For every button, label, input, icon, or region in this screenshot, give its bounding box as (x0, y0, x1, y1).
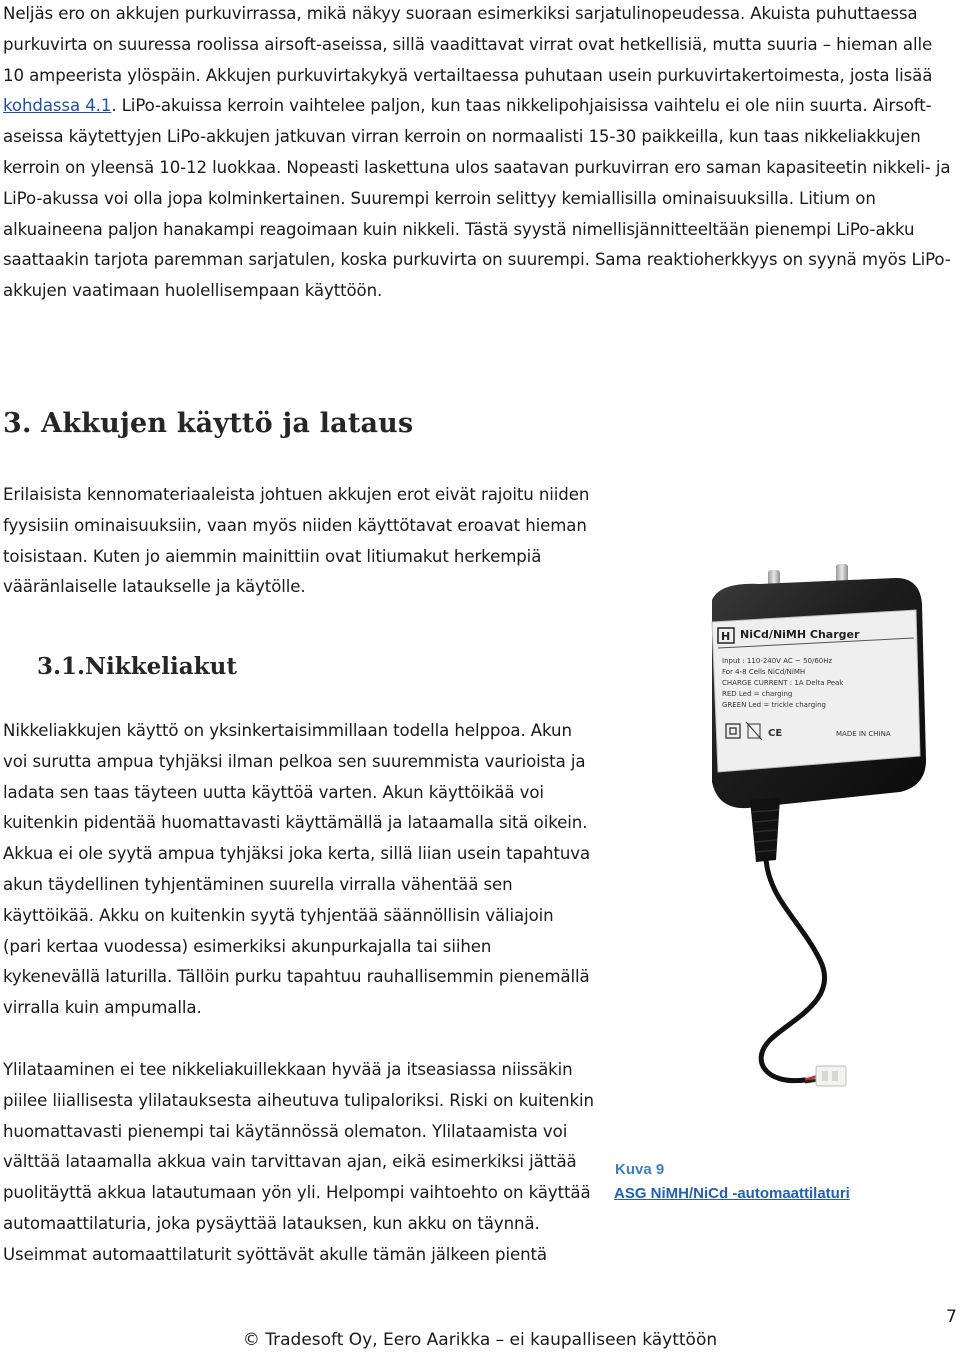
made-in-text: MADE IN CHINA (836, 730, 891, 738)
copyright-footer: © Tradesoft Oy, Eero Aarikka – ei kaupalliseen käyttöön (242, 1330, 718, 1350)
section-3-1-heading: 3.1.Nikkeliakut (37, 653, 237, 680)
charger-photo (600, 560, 940, 1115)
intro-paragraph (3, 0, 953, 307)
spec-line-1: Input : 110-240V AC ~ 50/60Hz (722, 657, 833, 665)
section-4-1-link[interactable]: kohdassa 4.1 (3, 96, 112, 116)
h-logo: H (721, 630, 731, 643)
nickel-usage-paragraph: Nikkeliakkujen käyttö on yksinkertaisimmillaan todella helppoa. Akun voi surutta ampua tyhjäksi ilman pelkoa sen suuremmista vaurioista ja ladata sen taas täyteen uutta käyttöä varten. Akun käyttöikää voi kuitenkin pidentää huomattavasti käyttämällä ja lataamalla sitä oikein. Akkua ei ole syytä ampua tyhjäksi joka kerta, sillä liian usein tapahtuva akun täydellinen tyhjentäminen suurella virralla vähentää sen käyttöikää. Akku on kuitenkin syytä tyhjentää säännöllisin väliajoin (pari kertaa vuodessa) esimerkiksi akunpurkajalla tai siihen kykenevällä laturilla. Tällöin purku tapahtuu rauhallisemmin pienemällä virralla kuin ampumalla. (3, 721, 591, 1018)
spec-line-4: RED Led = charging (722, 690, 793, 698)
spec-line-5: GREEN Led = trickle charging (722, 701, 826, 709)
intro-text-2: . LiPo-akuissa kerroin vaihtelee paljon, kun taas nikkelipohjaisissa vaihtelu ei ole niin suurta. Airsoft-aseissa käytettyjen LiPo-akkujen jatkuvan virran kerroin on normaalisti 15-30 paikkeilla, kun taas nikkeliakkujen kerroin on yleensä 10-12 luokkaa. Nopeasti laskettuna ulos saatavan purkuvirran ero saman kapasiteetin nikkeli- ja LiPo-akussa voi olla jopa kolminkertainen. Suurempi kerroin selittyy kemiallisilla ominaisuuksilla. Litium on alkuaineena paljon hanakampi reagoimaan kuin nikkeli. Tästä syystä nimellisjännitteeltään pienempi LiPo-akku saattaakin tarjota paremman sarjatulen, koska purkuvirta on suurempi. Sama reaktioherkkyys on syynä myös LiPo-akkujen vaatimaan huolellisempaan käyttöön. (3, 96, 951, 301)
spec-line-3: CHARGE CURRENT : 1A Delta Peak (722, 679, 844, 687)
charger-brand-text: NiCd/NiMH Charger (740, 628, 860, 641)
spec-line-2: For 4-8 Cells NiCd/NiMH (722, 668, 806, 676)
charger-cable (761, 860, 824, 1081)
section-3-paragraph: Erilaisista kennomateriaaleista johtuen akkujen erot eivät rajoitu niiden fyysisiin ominaisuuksiin, vaan myös niiden käyttötavat eroavat hieman toisistaan. Kuten jo aiemmin mainittiin ovat litiumakut herkempiä vääränlaiselle lataukselle ja käytölle. (3, 485, 590, 597)
tamiya-connector (816, 1066, 846, 1086)
intro-text-1: Neljäs ero on akkujen purkuvirrassa, mikä näkyy suoraan esimerkiksi sarjatulinopeudessa. Akuista puhuttaessa purkuvirta on suuressa roolissa airsoft-aseissa, sillä vaadittavat virrat ovat hetkellisiä, mutta suuria – hieman alle 10 ampeerista ylöspäin. Akkujen purkuvirtakykyä vertailtaessa puhutaan usein purkuvirtakertoimesta, josta lisää (3, 4, 933, 85)
figure-label: Kuva 9 (615, 1161, 665, 1178)
overcharge-paragraph: Ylilataaminen ei tee nikkeliakuillekkaan hyvää ja itseasiassa niissäkin piilee liiallisesta ylilatauksesta aiheutuva tulipaloriksi. Riski on kuitenkin huomattavasti pienempi tai käytännössä olematon. Ylilataamista voi välttää lataamalla akkua vain tarvittavan ajan, eikä esimerkiksi jättää puolitäyttä akkua latautumaan yön yli. Helpompi vaihtoehto on käyttää automaattilaturia, joka pysäyttää latauksen, kun akku on täynnä. Useimmat automaattilaturit syöttävät akulle tämän jälkeen pientä (3, 1060, 594, 1264)
section-3-heading: 3. Akkujen käyttö ja lataus (3, 408, 414, 439)
figure-caption: ASG NiMH/NiCd -automaattilaturi (614, 1185, 850, 1202)
ce-mark-icon: CE (768, 728, 783, 739)
charger-specs (722, 657, 844, 709)
page-number: 7 (946, 1307, 957, 1327)
